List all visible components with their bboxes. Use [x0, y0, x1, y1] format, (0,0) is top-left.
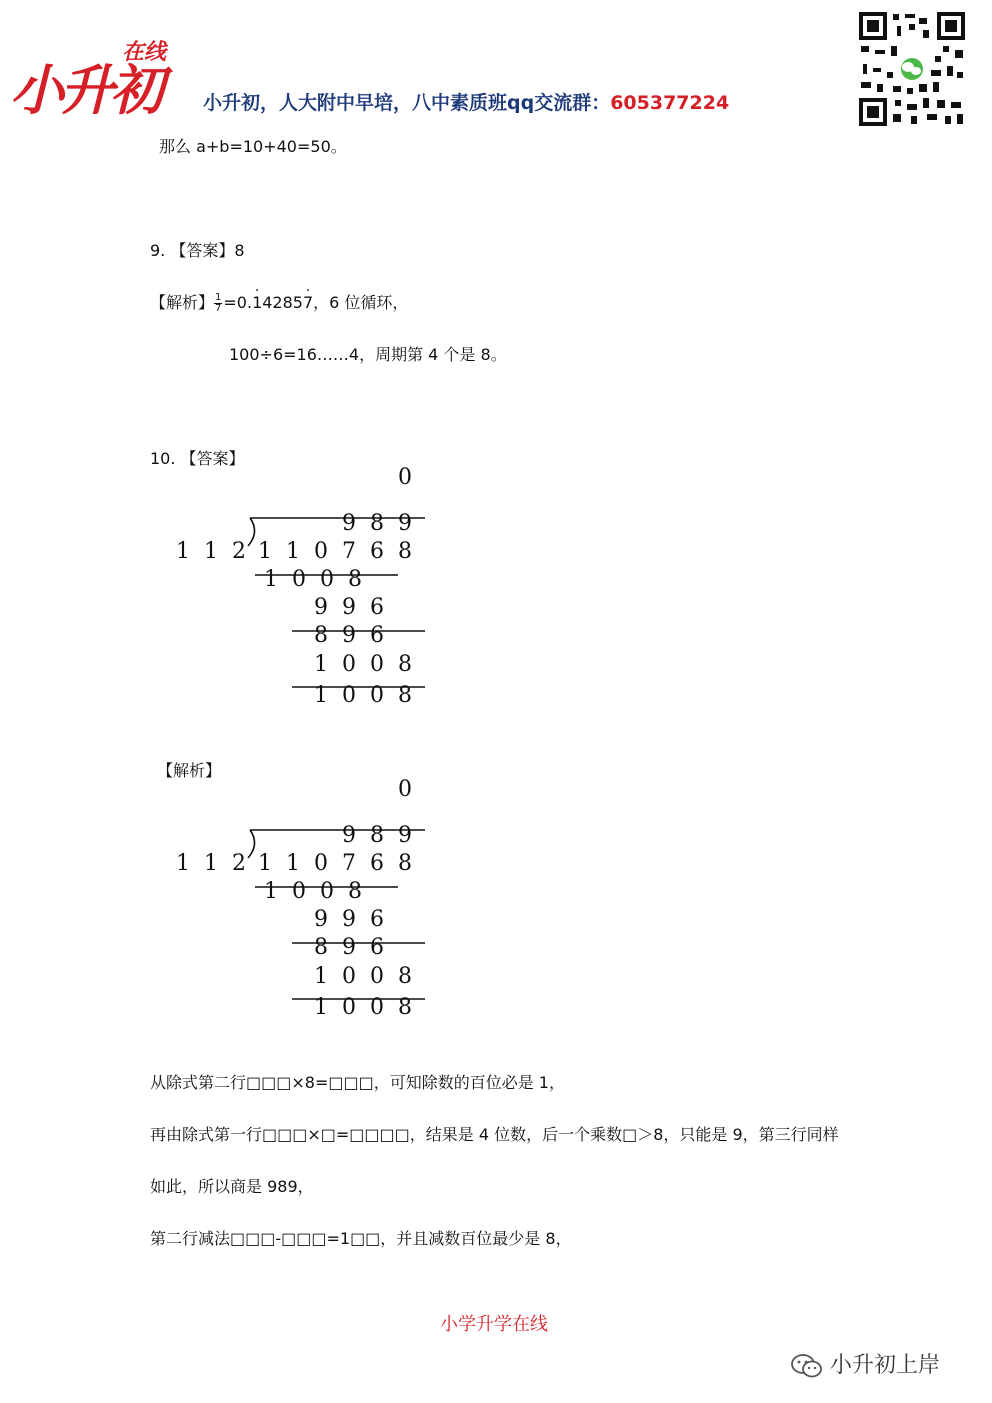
- working-digit: 9: [342, 935, 356, 960]
- quotient-digit: 8: [370, 823, 384, 848]
- wechat-account: [790, 1348, 940, 1380]
- q9-answer: 9. 【答案】8: [150, 241, 245, 260]
- working-digit: 8: [398, 683, 412, 708]
- working-digit: 8: [314, 623, 328, 648]
- dividend-digit: 7: [342, 539, 356, 564]
- working-digit: 9: [342, 595, 356, 620]
- working-digit: 1: [314, 683, 328, 708]
- working-digit: 0: [320, 879, 334, 904]
- qr-code: [857, 10, 967, 128]
- repeat-start-digit: 1 ·: [252, 293, 262, 312]
- q10-line-2: 再由除式第一行□□□×□=□□□□，结果是 4 位数，后一个乘数□＞8，只能是 9，第三行同样: [150, 1125, 839, 1144]
- working-digit: 6: [370, 595, 384, 620]
- working-digit: 0: [398, 777, 412, 802]
- q9-analysis-label: 【解析】: [150, 293, 215, 312]
- working-digit: 9: [342, 623, 356, 648]
- dividend-digit: 8: [398, 851, 412, 876]
- dividend-digit: 1: [258, 851, 272, 876]
- quotient-digit: 9: [342, 823, 356, 848]
- working-digit: 1: [314, 652, 328, 677]
- divisor-digit: 2: [232, 851, 246, 876]
- q10-line-3: 如此，所以商是 989，: [150, 1177, 314, 1196]
- working-digit: 1: [314, 964, 328, 989]
- working-digit: 6: [370, 935, 384, 960]
- q10-line-1: 从除式第二行□□□×8=□□□，可知除数的百位必是 1，: [150, 1073, 565, 1092]
- q9-analysis: [150, 293, 408, 314]
- footer-site-name: 小学升学在线: [440, 1314, 548, 1335]
- quotient-digit: 9: [398, 511, 412, 536]
- working-digit: 0: [370, 652, 384, 677]
- q10-line-4: 第二行减法□□□-□□□=1□□，并且减数百位最少是 8，: [150, 1229, 572, 1248]
- working-digit: 0: [342, 964, 356, 989]
- working-digit: 1: [264, 567, 278, 592]
- repeat-middle-digits: 4285: [262, 293, 303, 312]
- working-digit: 9: [314, 907, 328, 932]
- divisor-digit: 1: [176, 539, 190, 564]
- working-digit: 9: [342, 907, 356, 932]
- working-digit: 0: [342, 652, 356, 677]
- frac-denominator: 7: [215, 303, 222, 314]
- q10-answer: 10. 【答案】: [150, 449, 245, 468]
- division-bracket: [248, 830, 255, 858]
- working-digit: 8: [314, 935, 328, 960]
- q10-analysis-label: 【解析】: [157, 761, 222, 780]
- working-digit: 8: [398, 995, 412, 1020]
- working-digit: 6: [370, 623, 384, 648]
- group-number: 605377224: [610, 92, 730, 114]
- working-digit: 8: [348, 567, 362, 592]
- quotient-digit: 8: [370, 511, 384, 536]
- frac-numerator: 1: [215, 292, 222, 303]
- quotient-digit: 9: [398, 823, 412, 848]
- repeat-end-digit: 7 ·: [303, 293, 313, 312]
- working-digit: 6: [370, 907, 384, 932]
- working-digit: 0: [370, 683, 384, 708]
- wechat-icon: [790, 1352, 824, 1380]
- dividend-digit: 6: [370, 851, 384, 876]
- wechat-account-name: 小升初上岸: [830, 1353, 941, 1378]
- dividend-digit: 0: [314, 851, 328, 876]
- header-text: 小升初，人大附中早培，八中素质班qq交流群：: [203, 92, 611, 114]
- working-digit: 8: [398, 964, 412, 989]
- working-digit: 0: [320, 567, 334, 592]
- divisor-digit: 1: [204, 539, 218, 564]
- working-digit: 9: [314, 595, 328, 620]
- q9-line2: 100÷6=16……4，周期第 4 个是 8。: [229, 345, 507, 364]
- long-division-analysis: [170, 777, 470, 1046]
- long-division-answer: [170, 465, 470, 734]
- quotient-digit: 9: [342, 511, 356, 536]
- brand-logo: [10, 28, 180, 122]
- logo-subtitle: 在线: [122, 40, 167, 65]
- eq-prefix: =0.: [223, 293, 253, 312]
- working-digit: 1: [264, 879, 278, 904]
- working-digit: 0: [342, 995, 356, 1020]
- q8-continued: 那么 a+b=10+40=50。: [159, 137, 347, 156]
- divisor-digit: 1: [204, 851, 218, 876]
- working-digit: 8: [348, 879, 362, 904]
- logo-title: 小升初: [10, 59, 160, 122]
- header-banner: [203, 88, 729, 115]
- dividend-digit: 7: [342, 851, 356, 876]
- dividend-digit: 1: [286, 851, 300, 876]
- dividend-digit: 1: [286, 539, 300, 564]
- dividend-digit: 6: [370, 539, 384, 564]
- working-digit: 0: [398, 465, 412, 490]
- dividend-digit: 8: [398, 539, 412, 564]
- working-digit: 1: [314, 995, 328, 1020]
- working-digit: 0: [342, 683, 356, 708]
- working-digit: 8: [398, 652, 412, 677]
- dividend-digit: 1: [258, 539, 272, 564]
- fraction-one-seventh: [214, 293, 222, 314]
- dividend-digit: 0: [314, 539, 328, 564]
- working-digit: 0: [370, 964, 384, 989]
- divisor-digit: 1: [176, 851, 190, 876]
- divisor-digit: 2: [232, 539, 246, 564]
- working-digit: 0: [292, 567, 306, 592]
- division-bracket: [248, 518, 255, 546]
- working-digit: 0: [370, 995, 384, 1020]
- working-digit: 0: [292, 879, 306, 904]
- q9-analysis-rest: ，6 位循环，: [313, 293, 409, 312]
